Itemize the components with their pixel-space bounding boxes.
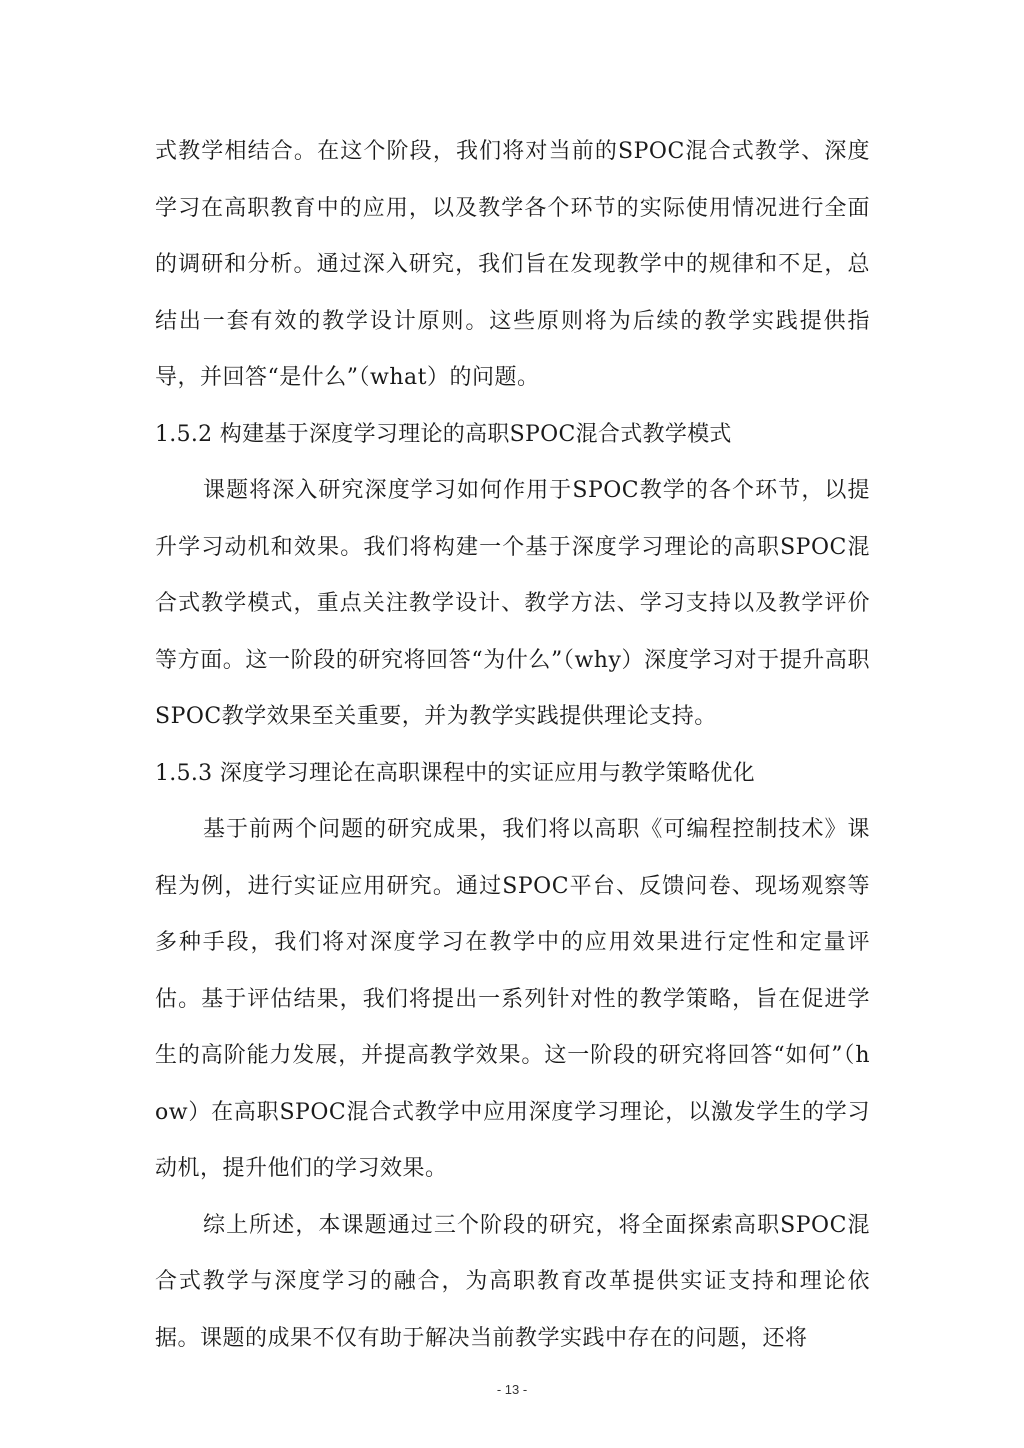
body-text — [155, 124, 870, 1367]
paragraph-continuation: 式教学相结合。在这个阶段，我们将对当前的SPOC混合式教学、深度学习在高职教育中的应用，以及教学各个环节的实际使用情况进行全面的调研和分析。通过深入研究，我们旨在发现教学中的规律和不足，总结出一套有效的教学设计原则。这些原则将为后续的教学实践提供指导，并回答“是什么”（what）的问题。 — [155, 139, 870, 390]
paragraph-summary: 综上所述，本课题通过三个阶段的研究，将全面探索高职SPOC混合式教学与深度学习的融合，为高职教育改革提供实证支持和理论依据。课题的成果不仅有助于解决当前教学实践中存在的问题，还将 — [155, 1212, 870, 1351]
section-heading-1-5-3: 1.5.3 深度学习理论在高职课程中的实证应用与教学策略优化 — [155, 760, 755, 786]
paragraph-1-5-2: 课题将深入研究深度学习如何作用于SPOC教学的各个环节，以提升学习动机和效果。我们将构建一个基于深度学习理论的高职SPOC混合式教学模式，重点关注教学设计、教学方法、学习支持以及教学评价等方面。这一阶段的研究将回答“为什么”（why）深度学习对于提升高职SPOC教学效果至关重要，并为教学实践提供理论支持。 — [155, 478, 870, 729]
paragraph-1-5-3: 基于前两个问题的研究成果，我们将以高职《可编程控制技术》课程为例，进行实证应用研究。通过SPOC平台、反馈问卷、现场观察等多种手段，我们将对深度学习在教学中的应用效果进行定性和定量评估。基于评估结果，我们将提出一系列针对性的教学策略，旨在促进学生的高阶能力发展，并提高教学效果。这一阶段的研究将回答“如何”（how）在高职SPOC混合式教学中应用深度学习理论，以激发学生的学习动机，提升他们的学习效果。 — [155, 817, 870, 1181]
section-heading-1-5-2: 1.5.2 构建基于深度学习理论的高职SPOC混合式教学模式 — [155, 421, 732, 447]
page-number: - 13 - — [496, 1382, 528, 1397]
